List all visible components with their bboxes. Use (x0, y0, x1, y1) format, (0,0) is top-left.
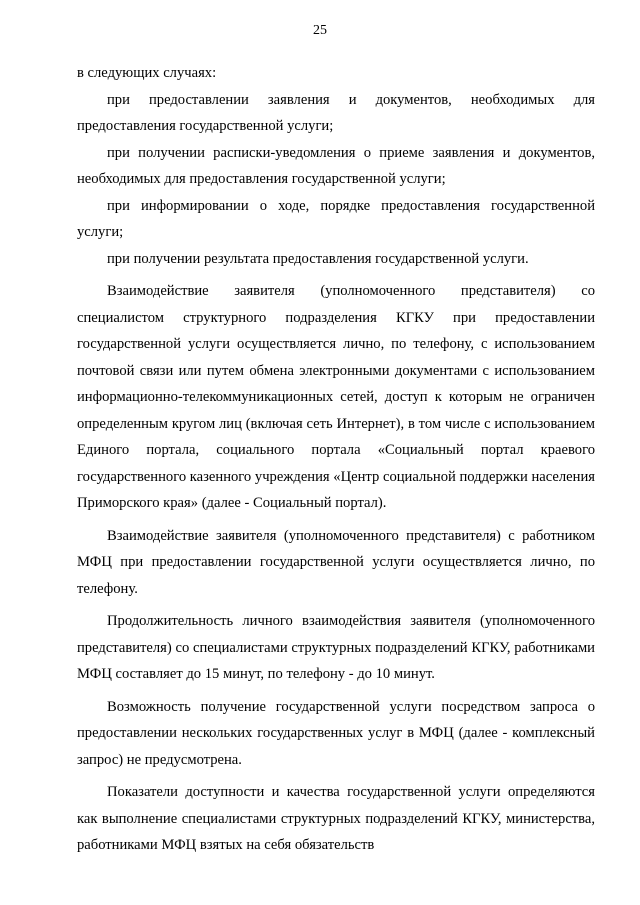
paragraph-case-submission: при предоставлении заявления и документов, необходимых для предоставления государственной услуги; (77, 91, 595, 134)
page-number: 25 (313, 23, 327, 38)
paragraph-interaction-mfc: Взаимодействие заявителя (уполномоченного представителя) с работником МФЦ при предоставлении государственной услуги осуществляется лично, по телефону. (77, 527, 595, 597)
document-body (77, 60, 595, 859)
paragraph-case-informing: при информировании о ходе, порядке предоставления государственной услуги; (77, 197, 595, 240)
paragraph-case-receipt: при получении расписки-уведомления о приеме заявления и документов, необходимых для предоставления государственной услуги; (77, 144, 595, 187)
paragraph-interaction-kgku: Взаимодействие заявителя (уполномоченного представителя) со специалистом структурного подразделения КГКУ при предоставлении государственной услуги осуществляется лично, по телефону, с использованием почтовой связи или путем обмена электронными документами с использованием информационно-телекоммуникационных сетей, доступ к которым не ограничен определенным кругом лиц (включая сеть Интернет), в том числе с использованием Единого портала, социального портала «Социальный портал краевого государственного казенного учреждения «Центр социальной поддержки населения Приморского края» (далее - Социальный портал). (77, 283, 595, 511)
paragraph-duration: Продолжительность личного взаимодействия заявителя (уполномоченного представителя) со специалистами структурных подразделений КГКУ, работниками МФЦ составляет до 15 минут, по телефону - до 10 минут. (77, 613, 595, 682)
paragraph-complex-request: Возможность получение государственной услуги посредством запроса о предоставлении нескольких государственных услуг в МФЦ (далее - комплексный запрос) не предусмотрена. (77, 698, 595, 768)
paragraph-case-result: при получении результата предоставления государственной услуги. (107, 250, 529, 267)
paragraph-cases-intro: в следующих случаях: (77, 65, 217, 81)
paragraph-quality-indicators: Показатели доступности и качества государственной услуги определяются как выполнение специалистами структурных подразделений КГКУ, министерства, работниками МФЦ взятых на себя обязательств (77, 784, 595, 853)
